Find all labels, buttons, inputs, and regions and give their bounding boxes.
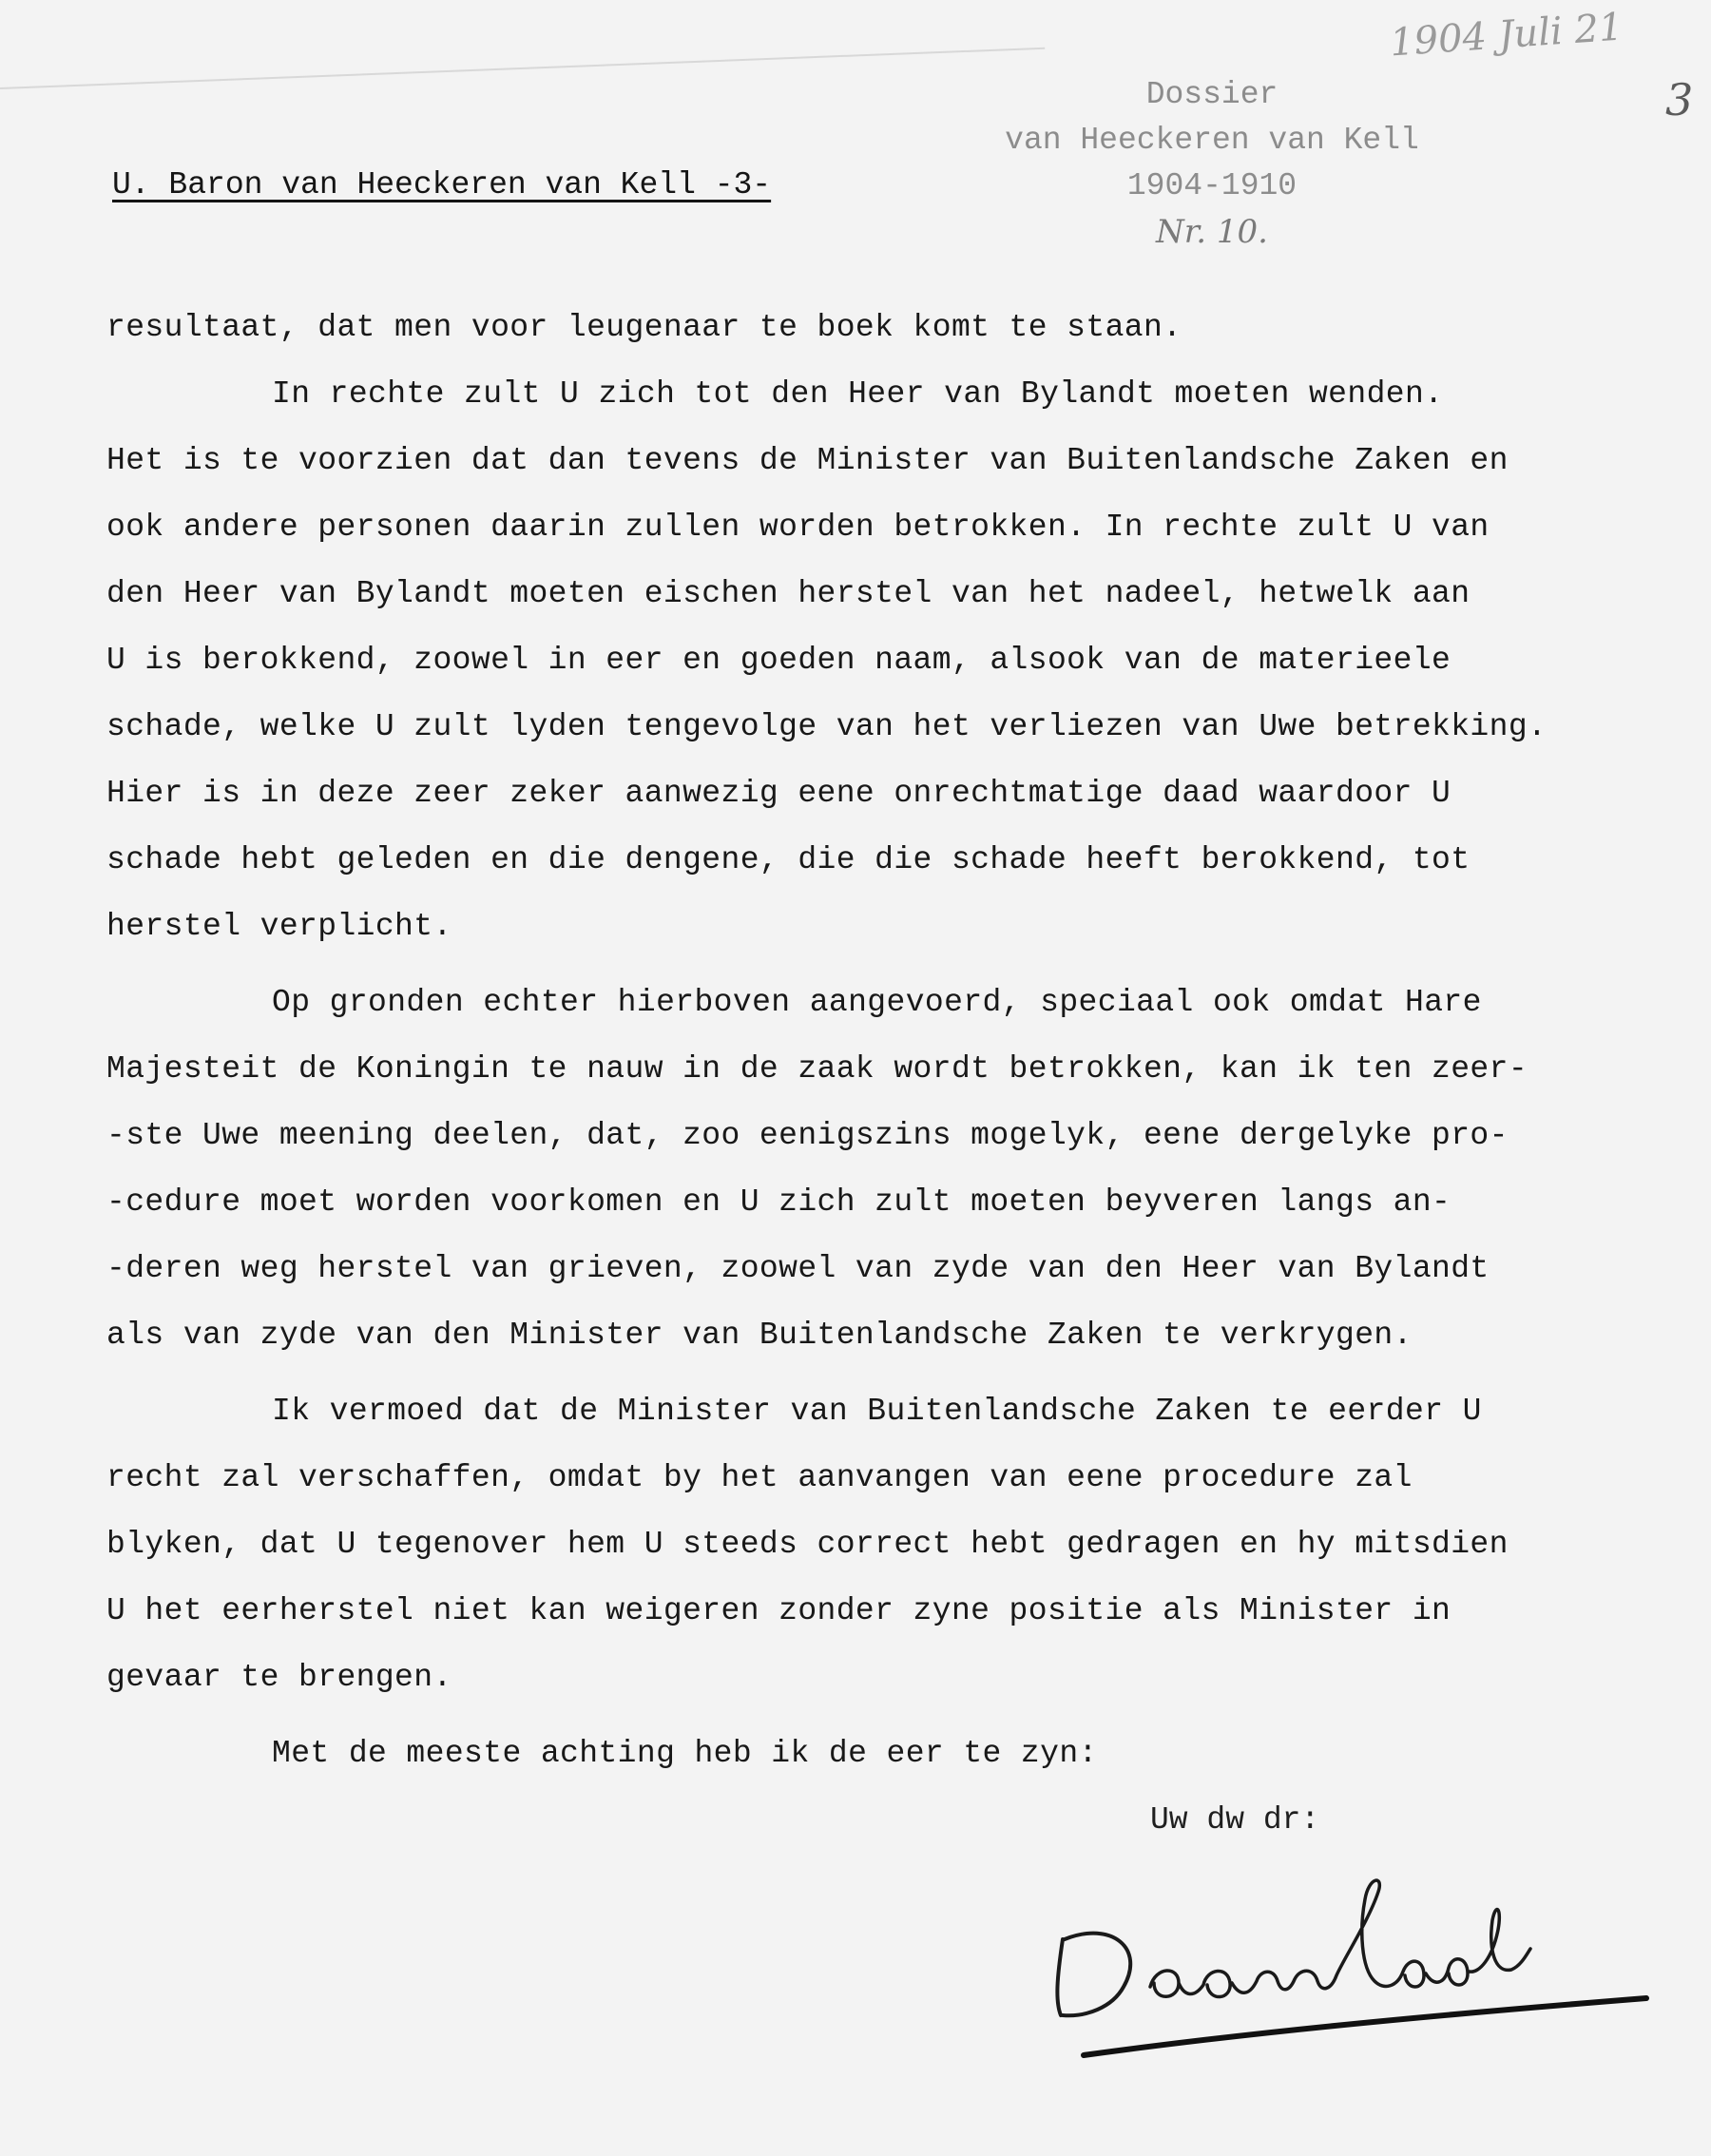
body-line: Ik vermoed dat de Minister van Buitenlandsche Zaken te eerder U xyxy=(272,1394,1482,1429)
body-line: herstel verplicht. xyxy=(106,909,452,944)
paper-fold-crease xyxy=(0,48,1048,146)
body-line: resultaat, dat men voor leugenaar te boek komt te staan. xyxy=(106,310,1182,345)
body-line: Op gronden echter hierboven aangevoerd, speciaal ook omdat Hare xyxy=(272,985,1482,1020)
folio-number: 3 xyxy=(1665,74,1694,125)
body-line: schade, welke U zult lyden tengevolge van het verliezen van Uwe betrekking. xyxy=(106,709,1548,744)
body-line: In rechte zult U zich tot den Heer van Bylandt moeten wenden. xyxy=(272,376,1444,412)
body-line: als van zyde van den Minister van Buitenlandsche Zaken te verkrygen. xyxy=(106,1318,1413,1353)
stamp-line-1: Dossier xyxy=(1145,77,1278,112)
body-line: U het eerherstel niet kan weigeren zonder zyne positie als Minister in xyxy=(106,1593,1451,1628)
body-line: blyken, dat U tegenover hem U steeds correct hebt gedragen en hy mitsdien xyxy=(106,1527,1509,1562)
body-line: Hier is in deze zeer zeker aanwezig eene onrechtmatige daad waardoor U xyxy=(106,776,1451,811)
body-line: U is berokkend, zoowel in eer en goeden naam, alsook van de materieele xyxy=(106,643,1451,678)
body-line: -deren weg herstel van grieven, zoowel van zyde van den Heer van Bylandt xyxy=(106,1251,1490,1286)
stamp-line-3: 1904-1910 xyxy=(1126,168,1298,203)
body-line: Majesteit de Koningin te nauw in de zaak wordt betrokken, kan ik ten zeer- xyxy=(106,1051,1528,1087)
body-line: -ste Uwe meening deelen, dat, zoo eenigszins mogelyk, eene dergelyke pro- xyxy=(106,1118,1509,1153)
stamp-line-2: van Heeckeren van Kell xyxy=(1005,123,1419,158)
stamp-number: Nr. 10. xyxy=(1156,213,1268,251)
body-line: ook andere personen daarin zullen worden betrokken. In rechte zult U van xyxy=(106,510,1490,545)
body-line: recht zal verschaffen, omdat by het aanvangen van eene procedure zal xyxy=(106,1460,1413,1495)
handwritten-signature xyxy=(1046,1806,1654,2091)
body-line: den Heer van Bylandt moeten eischen herstel van het nadeel, hetwelk aan xyxy=(106,576,1471,611)
closing-phrase: Uw dw dr: xyxy=(1150,1802,1320,1838)
body-line: Het is te voorzien dat dan tevens de Minister van Buitenlandsche Zaken en xyxy=(106,443,1509,478)
body-line: schade hebt geleden en die dengene, die die schade heeft berokkend, tot xyxy=(106,842,1471,877)
letter-header: U. Baron van Heeckeren van Kell -3- xyxy=(112,167,772,202)
dossier-stamp xyxy=(960,72,1464,255)
handwritten-date: 1904 Juli 21 xyxy=(1388,5,1624,66)
body-line: gevaar te brengen. xyxy=(106,1660,452,1695)
body-line: -cedure moet worden voorkomen en U zich zult moeten beyveren langs an- xyxy=(106,1184,1451,1220)
body-line: Met de meeste achting heb ik de eer te zyn: xyxy=(272,1736,1098,1771)
